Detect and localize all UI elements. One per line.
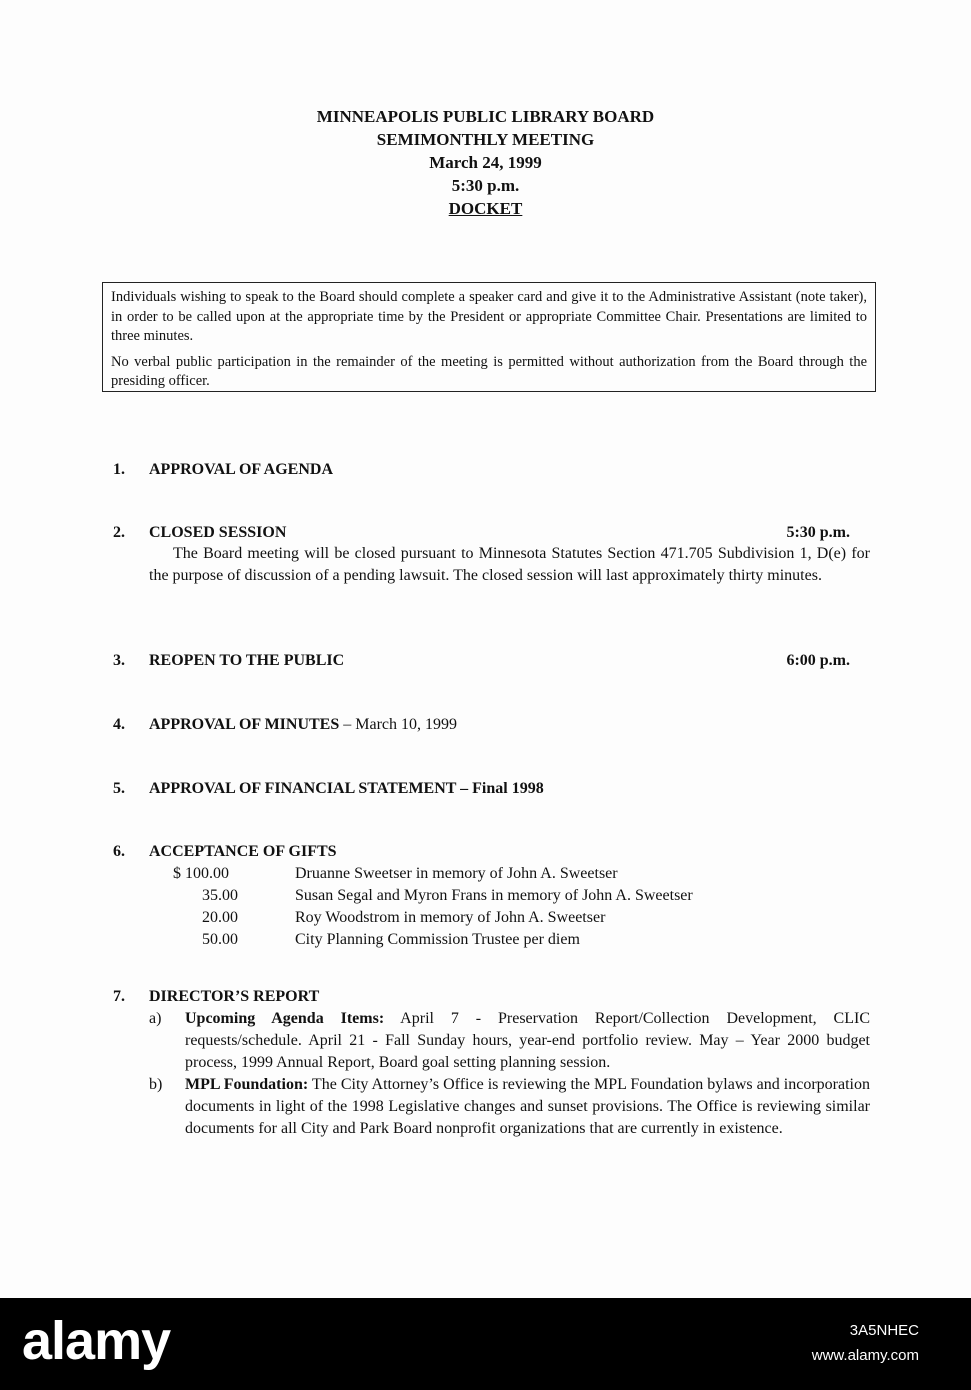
gift-description: Roy Woodstrom in memory of John A. Sweetser	[295, 909, 606, 926]
item-title: DIRECTOR’S REPORT	[149, 988, 320, 1005]
gifts-list	[173, 863, 773, 951]
gift-amount: $ 100.00	[173, 865, 229, 882]
item-number: 6.	[113, 843, 125, 860]
alamy-logo: alamy	[22, 1311, 171, 1371]
item-title: CLOSED SESSION	[149, 524, 287, 541]
meeting-date: March 24, 1999	[429, 153, 542, 172]
subitem-label: b)	[149, 1076, 163, 1093]
subitem-text	[185, 1074, 870, 1140]
item-time: 6:00 p.m.	[786, 652, 850, 669]
gift-description: Susan Segal and Myron Frans in memory of John A. Sweetser	[295, 887, 693, 904]
docket-heading: DOCKET	[448, 199, 523, 218]
item-time: 5:30 p.m.	[786, 524, 850, 541]
meeting-time: 5:30 p.m.	[451, 176, 520, 195]
board-title: MINNEAPOLIS PUBLIC LIBRARY BOARD	[316, 107, 655, 126]
gift-amount: 20.00	[202, 909, 238, 926]
item-title: ACCEPTANCE OF GIFTS	[149, 843, 337, 860]
item-title: APPROVAL OF AGENDA	[149, 461, 334, 478]
item-number: 7.	[113, 988, 125, 1005]
subitem-heading: MPL Foundation:	[185, 1076, 309, 1093]
subitem-body: The City Attorney’s Office is reviewing the MPL Foundation bylaws and incorporation documents in light of the 1998 Legislative changes and sunset provisions. The Office is reviewing similar documents for all City and Park Board nonprofit organizations that are currently in existence.	[185, 1076, 870, 1137]
item-title: APPROVAL OF MINUTES	[149, 716, 340, 733]
meeting-type: SEMIMONTHLY MEETING	[376, 130, 595, 149]
item-title: APPROVAL OF FINANCIAL STATEMENT – Final 1998	[149, 780, 544, 797]
item-date: – March 10, 1999	[339, 716, 458, 733]
site-url: www.alamy.com	[811, 1347, 919, 1364]
gift-row	[173, 929, 773, 951]
gift-amount: 50.00	[202, 931, 238, 948]
gift-row	[173, 885, 773, 907]
notice-speaker-paragraph: Individuals wishing to speak to the Board should complete a speaker card and give it to the Administrative Assistant (note taker), in order to be called upon at the appropriate time by the President or appropriate Committee Chair. Presentations are limited to three minutes.	[111, 289, 867, 344]
notice-participation-paragraph: No verbal public participation in the remainder of the meeting is permitted without authorization from the Board through the presiding officer.	[111, 353, 867, 389]
gift-amount: 35.00	[202, 887, 238, 904]
gift-row	[173, 863, 773, 885]
gift-description: City Planning Commission Trustee per diem	[295, 931, 580, 948]
subitem-label: a)	[149, 1010, 162, 1027]
gift-description: Druanne Sweetser in memory of John A. Sweetser	[295, 865, 618, 882]
item-number: 5.	[113, 780, 125, 797]
item-number: 4.	[113, 716, 125, 733]
closed-session-description: The Board meeting will be closed pursuant to Minnesota Statutes Section 471.705 Subdivision 1, D(e) for the purpose of discussion of a pending lawsuit. The closed session will last approximately thirty minutes.	[149, 545, 870, 584]
item-number: 1.	[113, 461, 125, 478]
gift-row	[173, 907, 773, 929]
public-notice-box	[102, 282, 876, 392]
subitem-body: April 7 - Preservation Report/Collection Development, CLIC requests/schedule. April 21 - Fall Sunday hours, year-end portfolio review. May – Year 2000 budget process, 1999 Annual Report, Board goal setting planning session.	[185, 1010, 870, 1071]
item-title: REOPEN TO THE PUBLIC	[149, 652, 345, 669]
item-title-group	[149, 714, 457, 736]
subitem-heading: Upcoming Agenda Items:	[185, 1010, 385, 1027]
item-number: 2.	[113, 524, 125, 541]
item-number: 3.	[113, 652, 125, 669]
image-id: 3A5NHEC	[849, 1322, 919, 1339]
subitem-text	[185, 1008, 870, 1074]
